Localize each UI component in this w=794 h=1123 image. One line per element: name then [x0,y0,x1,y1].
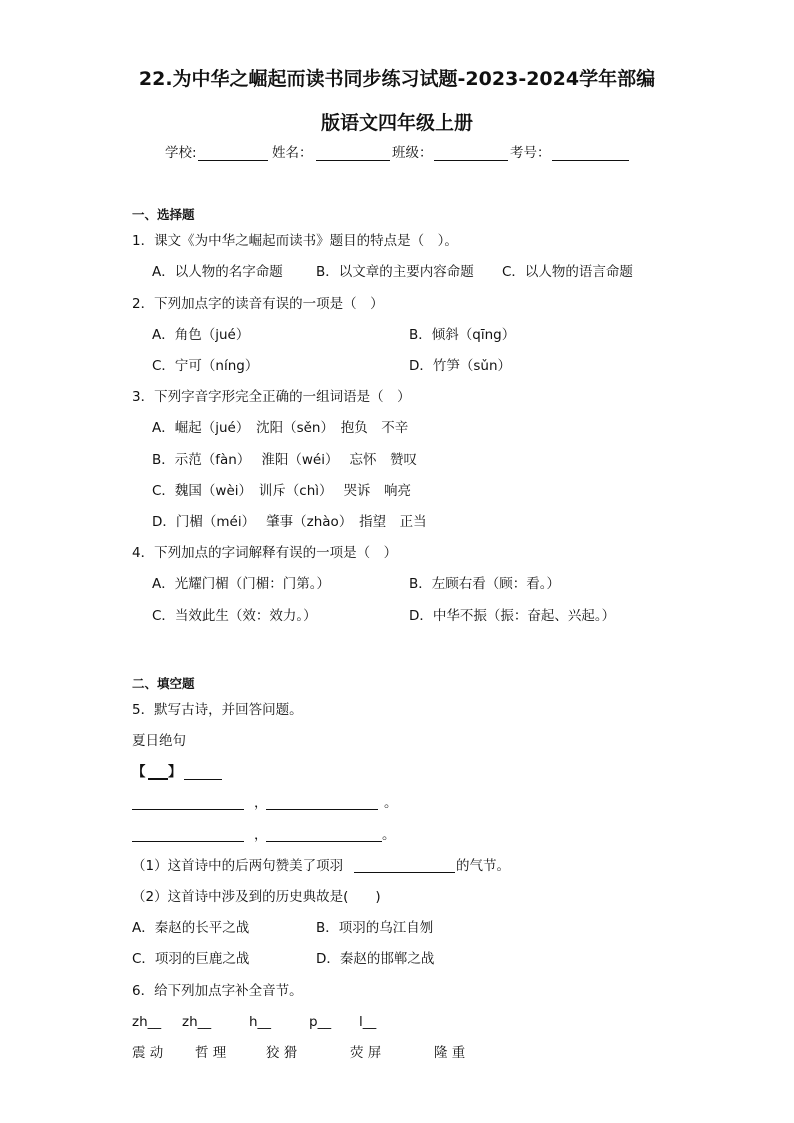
word-item: 哲 理 [195,1045,227,1061]
question-3-option-c[interactable]: C．魏国（wèi） 训斥（chì） 哭诉 响亮 [152,483,412,499]
poem-line-1-comma: ， [254,795,268,811]
dynasty-field[interactable] [148,778,168,780]
section-heading-choice: 一、选择题 [132,207,195,222]
poem-title: 夏日绝句 [132,733,186,749]
word-item: 震 动 [132,1045,164,1061]
pinyin-item[interactable]: h__ [249,1014,272,1030]
pinyin-item[interactable]: zh__ [132,1014,162,1030]
question-2-option-d[interactable]: D．竹笋（sǔn） [409,358,512,374]
page-title-line-1: 22.为中华之崛起而读书同步练习试题-2023-2024学年部编 [138,68,656,90]
school-field[interactable] [198,160,268,161]
question-5-option-d[interactable]: D．秦赵的邯郸之战 [316,951,435,967]
question-2-stem: 2．下列加点字的读音有误的一项是（ ） [132,296,384,312]
question-1-option-a[interactable]: A．以人物的名字命题 [152,264,283,280]
question-4-stem: 4．下列加点的字词解释有误的一项是（ ） [132,545,398,561]
word-item: 荧 屏 [350,1045,382,1061]
poem-line-3-field[interactable] [132,841,244,842]
name-label: 姓名： [272,145,313,161]
question-5-option-b[interactable]: B．项羽的乌江自刎 [316,920,434,936]
poem-line-3-comma: ， [254,827,268,843]
question-5-sub-1-field[interactable] [354,872,455,873]
word-item: 狡 猾 [266,1045,298,1061]
name-field[interactable] [316,160,390,161]
word-item: 隆 重 [434,1045,466,1061]
question-1-option-b[interactable]: B．以文章的主要内容命题 [316,264,474,280]
poem-line-2-field[interactable] [266,809,378,810]
question-5-sub-1-prefix: （1）这首诗中的后两句赞美了项羽 [132,858,344,874]
class-field[interactable] [434,160,508,161]
question-1-stem: 1．课文《为中华之崛起而读书》题目的特点是（ ）。 [132,233,458,249]
question-2-option-c[interactable]: C．宁可（níng） [152,358,259,374]
dynasty-bracket-close: 】 [168,764,182,780]
pinyin-item[interactable]: zh__ [182,1014,212,1030]
question-5-option-a[interactable]: A．秦赵的长平之战 [132,920,250,936]
question-6-stem: 6．给下列加点字补全音节。 [132,983,303,999]
question-4-option-a[interactable]: A．光耀门楣（门楣：门第。） [152,576,330,592]
question-3-option-b[interactable]: B．示范（fàn） 淮阳（wéi） 忘怀 赞叹 [152,452,418,468]
poem-line-4-period: 。 [382,827,396,843]
pinyin-item[interactable]: p__ [309,1014,332,1030]
question-1-option-c[interactable]: C．以人物的语言命题 [502,264,633,280]
question-3-option-d[interactable]: D．门楣（méi） 肇事（zhào） 指望 正当 [152,514,427,530]
class-label: 班级： [392,145,433,161]
question-3-stem: 3．下列字音字形完全正确的一组词语是（ ） [132,389,411,405]
question-2-option-a[interactable]: A．角色（jué） [152,327,250,343]
author-field[interactable] [184,779,222,780]
section-heading-fill: 二、填空题 [132,676,195,691]
question-4-option-c[interactable]: C．当效此生（效：效力。） [152,608,317,624]
question-5-stem: 5．默写古诗，并回答问题。 [132,702,303,718]
poem-line-1-field[interactable] [132,809,244,810]
number-field[interactable] [552,160,629,161]
pinyin-item[interactable]: l__ [359,1014,377,1030]
page-title-line-2: 版语文四年级上册 [320,112,473,134]
question-5-sub-2: （2）这首诗中涉及到的历史典故是( ) [132,889,381,905]
question-5-sub-1-suffix: 的气节。 [456,858,510,874]
question-4-option-b[interactable]: B．左顾右看（顾：看。） [409,576,561,592]
school-label: 学校: [165,145,197,161]
poem-line-2-period: 。 [384,795,398,811]
question-4-option-d[interactable]: D．中华不振（振：奋起、兴起。） [409,608,616,624]
question-2-option-b[interactable]: B．倾斜（qīng） [409,327,516,343]
question-3-option-a[interactable]: A．崛起（jué） 沈阳（sěn） 抱负 不辛 [152,420,409,436]
poem-line-4-field[interactable] [266,841,382,842]
question-5-option-c[interactable]: C．项羽的巨鹿之战 [132,951,250,967]
dynasty-bracket-open: 【 [132,764,146,780]
number-label: 考号： [510,145,551,161]
